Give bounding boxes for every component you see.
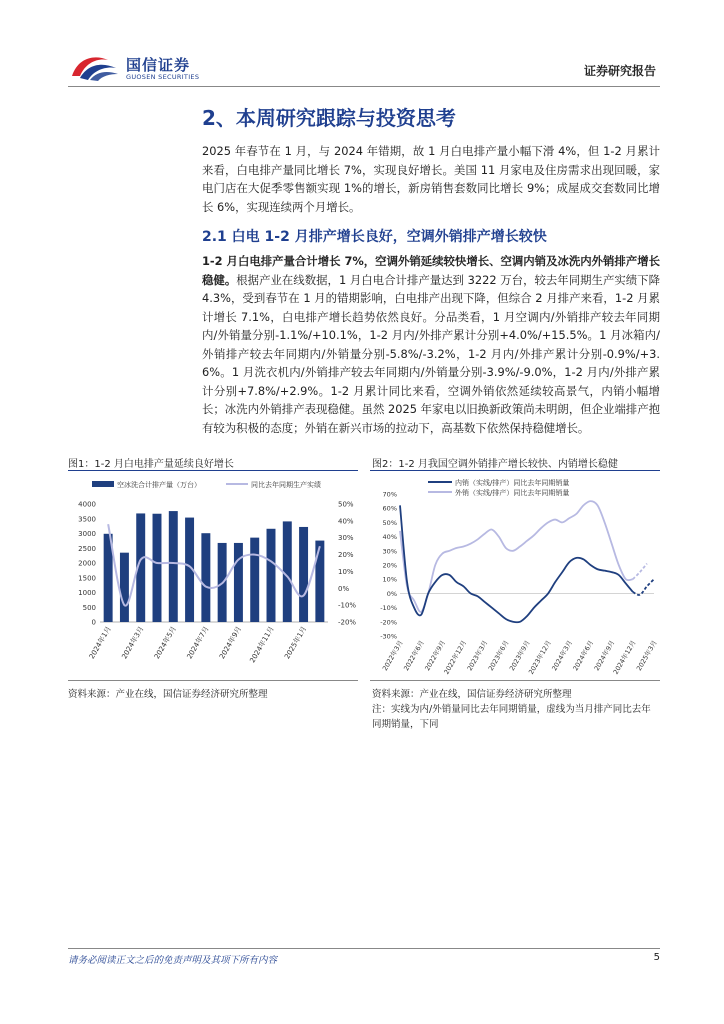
y-tick-label: 40% [382, 533, 397, 542]
bar-production-2025年1月 [299, 527, 308, 622]
y-tick-label: 60% [382, 504, 397, 513]
body-paragraph [202, 252, 660, 437]
y-tick-label: -20% [380, 618, 397, 627]
y-tick-label: 30% [382, 547, 397, 556]
logo-chinese-name: 国信证券 [126, 56, 191, 74]
bar-production-2024年9月 [234, 543, 243, 622]
y-tick-label: 10% [382, 575, 397, 584]
figure2-bottom-rule [370, 680, 660, 681]
bar-production-2024年5月 [169, 511, 178, 622]
logo-english-name: GUOSEN SECURITIES [126, 73, 200, 81]
guosen-logo-icon [68, 52, 122, 82]
x-tick-label: 2022年3月 [380, 639, 405, 673]
y-right-tick-label: -20% [338, 618, 357, 627]
figure1-bottom-rule [68, 680, 358, 681]
y-left-tick-label: 1500 [78, 574, 96, 583]
y-tick-label: 20% [382, 561, 397, 570]
x-tick-label: 2023年12月 [527, 639, 553, 676]
page-header [68, 46, 660, 86]
y-left-tick-label: 500 [82, 603, 96, 612]
figure1-top-rule [68, 470, 358, 471]
intro-paragraph: 2025 年春节在 1 月，与 2024 年错期，故 1 月白电排产量小幅下滑 4%，但 1-2 月累计来看，白电排产量同比增长 7%，实现良好增长。美国 11 月家电及住房需求出现回暖，家电门店在大促季零售额实现 1%的增长，新房销售套数同比增长 9%；成屋成交套数同比增长 6%，实现连续两个月增长。 [202, 144, 660, 214]
y-right-tick-label: 10% [338, 567, 354, 576]
y-left-tick-label: 0 [91, 618, 96, 627]
figure2-chart [368, 474, 662, 678]
footer-divider [68, 948, 660, 949]
line-domestic-dashed [633, 579, 654, 595]
y-right-tick-label: -10% [338, 601, 357, 610]
figure2-top-rule [370, 470, 660, 471]
x-tick-label: 2024年9月 [218, 625, 244, 661]
x-tick-label: 2023年9月 [507, 639, 532, 673]
y-tick-label: 70% [382, 490, 397, 499]
x-tick-label: 2023年3月 [465, 639, 490, 673]
figure2-title: 图2：1-2 月我国空调外销排产增长较快、内销增长稳健 [372, 459, 618, 470]
bar-production-2024年10月 [250, 538, 259, 622]
body-text: 根据产业在线数据，1 月白电合计排产量达到 3222 万台，较去年同期生产实绩下降 4.3%，受到春节在 1 月的错期影响，白电排产出现下降，但综合 2 月排产来看，1-2 月累计增长 7.1%，白电排产增长趋势依然良好。分品类看，1 月空调内/外销排产较去年同期内/外销量分别-1.1%/+10.1%，1-2 月内/外排产累计分别+4.0%/+15.5%。1 月冰箱内/外销排产较去年同期内/外销量分别-5.8%/-3.2%，1-2 月内/外排产累计分别-0.9%/+3.6%。1 月洗衣机内/外销排产较去年同期内/外销量分别-3.9%/-9.0%，1-2 月内/外排产累计分别+7.8%/+2.9%。1-2 月累计同比来看，空调外销依然延续较高景气，内销小幅增长；冰洗内外销排产表现稳健。虽然 2025 年家电以旧换新政策尚未明朗，但企业端排产抱有较为积极的态度；外销在新兴市场的拉动下，高基数下依然保持稳健增长。 [202, 272, 660, 435]
x-tick-label: 2024年7月 [185, 625, 211, 661]
x-tick-label: 2024年9月 [592, 639, 617, 673]
header-divider [68, 86, 660, 87]
x-tick-label: 2024年6月 [571, 639, 596, 673]
y-left-tick-label: 3500 [78, 515, 96, 524]
legend-line-label: 同比去年同期生产实绩 [251, 481, 321, 489]
x-tick-label: 2024年12月 [611, 639, 638, 676]
bar-production-2024年12月 [283, 521, 292, 622]
figure1-title: 图1：1-2 月白电排产量延续良好增长 [68, 459, 234, 470]
y-right-tick-label: 30% [338, 534, 354, 543]
y-left-tick-label: 3000 [78, 530, 96, 538]
line-export-solid [400, 501, 633, 612]
section-title: 2、本周研究跟踪与投资思考 [202, 106, 456, 130]
x-tick-label: 2022年9月 [423, 639, 448, 673]
x-tick-label: 2024年5月 [152, 625, 179, 661]
line-export-dashed [633, 564, 647, 580]
body-lead-bold: 1-2 月白电排产量合计增长 7%，空调外销延续较快增长、空调内销及冰洗内外销排产增长稳健。 [202, 254, 660, 287]
y-tick-label: -30% [380, 632, 397, 641]
y-right-tick-label: 40% [338, 517, 354, 526]
y-right-tick-label: 20% [338, 551, 354, 560]
x-tick-label: 2022年6月 [402, 639, 426, 673]
x-tick-label: 2024年11月 [248, 625, 276, 665]
bar-production-2024年11月 [267, 529, 276, 622]
x-tick-label: 2025年1月 [283, 625, 309, 661]
bar-production-2024年7月 [201, 533, 210, 622]
y-left-tick-label: 2000 [78, 559, 96, 568]
x-tick-label: 2022年12月 [442, 639, 469, 676]
figure1-chart [66, 474, 360, 678]
figure2-note: 注：实线为内/外销量同比去年同期销量，虚线为当月排产同比去年同期销量，下同 [372, 704, 651, 730]
y-right-tick-label: 0% [338, 584, 350, 593]
bar-production-2025年2月 [315, 541, 324, 622]
x-tick-label: 2024年3月 [550, 639, 575, 673]
y-tick-label: -10% [380, 604, 397, 613]
legend-bar-label: 空冰洗合计排产量（万台） [117, 481, 201, 489]
figure2-source: 资料来源：产业在线，国信证券经济研究所整理 [372, 689, 572, 700]
legend-export-label: 外销（实线/排产）同比去年同期销量 [455, 489, 570, 497]
x-tick-label: 2024年3月 [120, 625, 146, 661]
y-tick-label: 0% [386, 589, 397, 598]
x-tick-label: 2024年1月 [87, 625, 113, 661]
y-right-tick-label: 50% [338, 500, 354, 509]
figure1-source: 资料来源：产业在线，国信证券经济研究所整理 [68, 689, 268, 700]
bar-production-2024年2月 [120, 553, 129, 622]
bar-production-2024年4月 [153, 514, 162, 622]
legend-bar-swatch [92, 481, 114, 487]
y-left-tick-label: 1000 [78, 589, 96, 597]
footer-disclaimer: 请务必阅读正文之后的免责声明及其项下所有内容 [68, 955, 278, 966]
y-left-tick-label: 2500 [78, 544, 96, 553]
y-left-tick-label: 4000 [78, 500, 96, 509]
subsection-title: 2.1 白电 1-2 月排产增长良好，空调外销排产增长较快 [202, 229, 547, 245]
report-type-label: 证券研究报告 [583, 64, 656, 78]
x-tick-label: 2025年3月 [634, 639, 659, 673]
y-tick-label: 50% [382, 518, 397, 527]
x-tick-label: 2023年6月 [486, 639, 511, 673]
legend-domestic-label: 内销（实线/排产）同比去年同期销量 [455, 479, 570, 487]
page-number: 5 [653, 952, 660, 963]
